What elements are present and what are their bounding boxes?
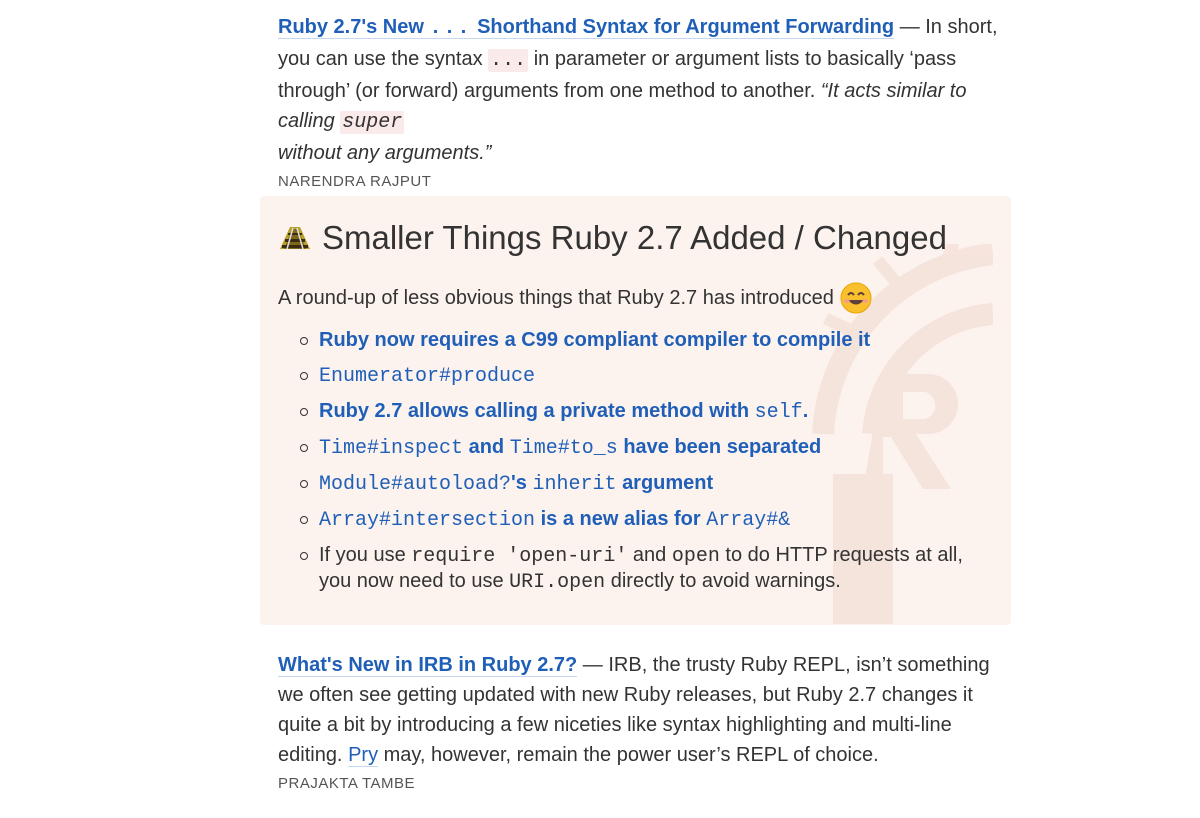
list-item: If you use require 'open-uri' and open to do HTTP requests at all, you now need to use URI.open directly to avoid warnings. xyxy=(300,543,990,595)
article-body xyxy=(278,650,998,770)
list-item[interactable]: Module#autoload?'s inherit argument xyxy=(300,471,990,497)
list-item[interactable]: Array#intersection is a new alias for Array#& xyxy=(300,507,990,533)
pry-link[interactable]: Pry xyxy=(348,744,379,766)
article-irb xyxy=(278,650,998,794)
list-item[interactable]: Ruby now requires a C99 compliant compiler to compile it xyxy=(300,328,990,353)
article-summary: — In short, you can use the syntax xyxy=(278,16,998,70)
article-summary: — IRB, the trusty Ruby REPL, isn’t something we often see getting updated with new Ruby releases, but Ruby 2.7 changes it quite a bit by introducing a few niceties like syntax highlighting and multi-line editing. xyxy=(278,654,990,766)
article-title-link[interactable]: What's New in IRB in Ruby 2.7? xyxy=(278,654,578,676)
article-summary-cont: may, however, remain the power user’s REPL of choice. xyxy=(383,744,879,766)
article-argument-forwarding xyxy=(278,12,998,192)
smiling-face-icon xyxy=(840,282,872,314)
railway-track-icon xyxy=(278,225,312,251)
article-body xyxy=(278,12,998,168)
inline-code: ... xyxy=(490,49,527,72)
list-item[interactable]: Time#inspect and Time#to_s have been separated xyxy=(300,435,990,461)
article-title-link[interactable]: Ruby 2.7's New ... Shorthand Syntax for Argument Forwarding xyxy=(278,16,895,40)
list-item[interactable]: Ruby 2.7 allows calling a private method with self. xyxy=(300,399,990,425)
changes-list xyxy=(300,328,990,605)
article-summary-cont: in parameter or argument lists to basically ‘pass through’ (or forward) arguments from one method to another. xyxy=(278,48,957,102)
list-item[interactable]: Enumerator#produce xyxy=(300,363,990,389)
article-author: NARENDRA RAJPUT xyxy=(278,173,432,190)
article-author: PRAJAKTA TAMBE xyxy=(278,775,416,792)
box-intro: A round-up of less obvious things that Ruby 2.7 has introduced xyxy=(278,282,872,314)
smaller-things-box xyxy=(260,196,1011,625)
box-title: Smaller Things Ruby 2.7 Added / Changed xyxy=(278,218,947,258)
article-quote: “It acts similar to calling super without any arguments.” xyxy=(278,80,967,164)
